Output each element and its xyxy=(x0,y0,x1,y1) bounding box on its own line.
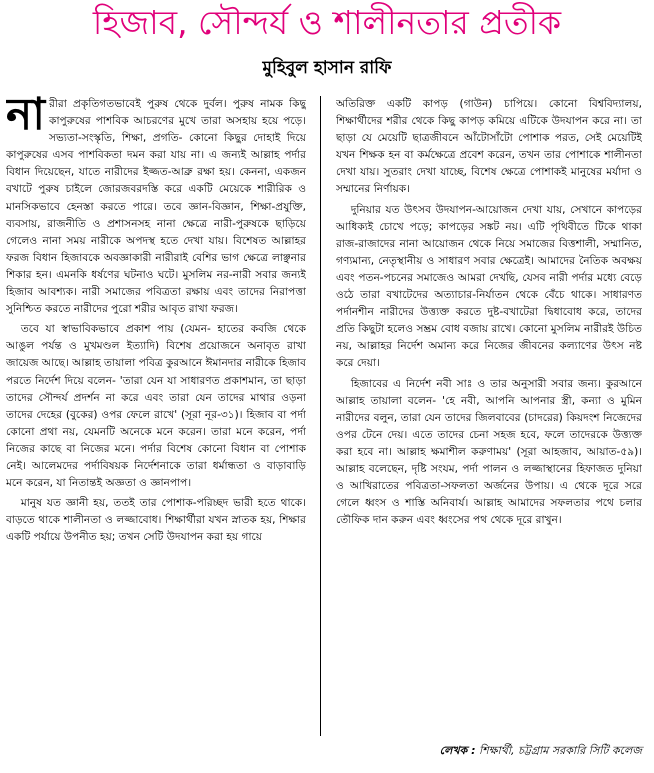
column-divider xyxy=(320,96,321,736)
article-headline: হিজাব, সৌন্দর্য ও শালীনতার প্রতীক xyxy=(92,3,562,42)
drop-cap: না xyxy=(6,96,46,140)
right-column xyxy=(336,96,642,732)
article-byline: মুহিবুল হাসান রাফি xyxy=(262,58,392,78)
left-paragraph-2: তবে যা স্বাভাবিকভাবে প্রকাশ পায় (যেমন- হাতের কবজি থেকে আঙুল পর্যন্ত ও মুখমণ্ডল ইত্যাদি) বিশেষ প্রয়োজনে অনাবৃত রাখা জায়েজ আছে। আল্লাহ তায়ালা পবিত্র কুরআনে ঈমানদার নারীকে হিজাব পরতে নির্দেশ দিয়ে বলেন- 'তারা যেন যা সাধারণত প্রকাশমান, তা ছাড়া তাদের সৌন্দর্য প্রদর্শন না করে এবং তারা যেন তাদের মাথার ওড়না তাদের দেহের (বুকের) ওপর ফেলে রাখে' (সূরা নূর-৩১)। হিজাব বা পর্দা কোনো প্রথা নয়, যেমনটি অনেকে মনে করেন। তারা মনে করেন, পর্দা নিজের কাছে বা নিজের মনে। পর্দার বিশেষ কোনো বিধান বা পোশাক নেই। আলেমদের পর্দাবিষয়ক নির্দেশনাকে তারা ধর্মান্ধতা ও বাড়াবাড়ি মনে করেন, যা নিতান্তই অজ্ঞতা ও জ্ঞানপাপ। xyxy=(6,323,306,490)
author-credit xyxy=(440,742,642,760)
right-paragraph-2: দুনিয়ার যত উৎসব উদযাপন-আয়োজন দেখা যায়, সেখানে কাপড়ের আধিক্যই চোখে পড়ে; কাপড়ের সঙ্কট নয়। এটি পৃথিবীতে টিকে থাকা রাজ-রাজাদের নানা আয়োজন থেকে নিয়ে সমাজের বিত্তশালী, সম্মানিত, গণ্যমান্য, নেতৃস্থানীয় ও সাধারণ সবার ক্ষেত্রেই। আমাদের নৈতিক অবক্ষয় এবং পতন-পচনের সমাজেও আমরা দেখছি, যেসব নারী পর্দার মধ্যে বেড়ে ওঠে তারা বখাটেদের অত্যাচার-নির্যাতন থেকে বেঁচে থাকে। সাধারণত পর্দানশীন নারীদের উত্ত্যক্ত করতে দুষ্ট-বখাটেরা দ্বিধাবোধ করে, তাদের প্রতি কিছুটা হলেও সম্ভ্রম বোধ বজায় রাখে। কোনো মুসলিম নারীরই উচিত নয়, আল্লাহর নির্দেশ অমান্য করে নিজের জীবনের কল্যাণের উৎস নষ্ট করে দেয়া। xyxy=(336,203,642,370)
right-paragraph-3: হিজাবের এ নির্দেশ নবী সাঃ ও তার অনুসারী সবার জন্য। কুরআনে আল্লাহ তায়ালা বলেন- 'হে নবী, আপনি আপনার স্ত্রী, কন্যা ও মুমিন নারীদের বলুন, তারা যেন তাদের জিলবাবের (চাদরের) কিয়দংশ নিজেদের ওপর টেনে দেয়। এতে তাদের চেনা সহজ হবে, ফলে তাদেরকে উত্ত্যক্ত করা হবে না। আল্লাহ ক্ষমাশীল করুণাময়' (সূরা আহজাব, আয়াত-৫৯)। আল্লাহ বলেছেন, দৃষ্টি সংযম, পর্দা পালন ও লজ্জাস্থানের হিফাজত দুনিয়া ও আখিরাতের পবিত্রতা-সফলতা অর্জনের উপায়। এ থেকে দূরে সরে গেলে ধ্বংস ও শাস্তি অনিবার্য। আল্লাহ আমাদের সফলতার পথে চলার তৌফিক দান করুন এবং ধ্বংসের পথ থেকে দূরে রাখুন। xyxy=(336,377,642,527)
left-paragraph-3: মানুষ যত জ্ঞানী হয়, ততই তার পোশাক-পরিচ্ছদ ভারী হতে থাকে। বাড়তে থাকে শালীনতা ও লজ্জাবোধ। শিক্ষার্থীরা যখন স্নাতক হয়, শিক্ষার একটি পর্যায়ে উপনীত হয়; তখন সেটি উদযাপন করা হয় গায়ে xyxy=(6,497,306,544)
left-paragraph-1-text: রীরা প্রকৃতিগতভাবেই পুরুষ থেকে দুর্বল। পুরুষ নামক কিছু কাপুরুষের পাশবিক আচরণের মুখে তারা অসহায় হয়ে পড়ে। সভ্যতা-সংস্কৃতি, শিক্ষা, প্রগতি- কোনো কিছুর দোহাই দিয়ে কাপুরুষের এসব পাশবিকতা দমন করা যায় না। এ জন্যই আল্লাহ পর্দার বিধান দিয়েছেন, যাতে নারীদের ইজ্জত-আব্রু রক্ষা হয়। কেননা, একজন বখাটে পুরুষ চাইলে জোরজবরদস্তি করে একটি মেয়েকে শারীরিক ও মানসিকভাবে হেনস্তা করতে পারে। তবে জ্ঞান-বিজ্ঞান, শিক্ষা-প্রযুক্তি, ব্যবসায়, রাজনীতি ও প্রশাসনসহ নানা ক্ষেত্রে নারী-পুরুষকে ছাড়িয়ে গেলেও নানা সময় নারীকে অপদস্থ হতে দেখা যায়। বিশেষত আল্লাহর ফরজ বিধান হিজাবকে অবজ্ঞাকারী নারীরাই বেশির ভাগ ক্ষেত্রে লাঞ্ছনার শিকার হন। এমনকি ধর্ষণের ঘটনাও ঘটে। মুসলিম নর-নারী সবার জন্যই হিজাব আবশ্যক। নারী সমাজের পবিত্রতা রক্ষায় এবং তাদের নিরাপত্তা সুনিশ্চিত করতে নারীদের পুরো শরীর আবৃত রাখা ফরজ। xyxy=(6,98,306,316)
left-paragraph-1 xyxy=(6,96,306,318)
credit-text: শিক্ষার্থী, চট্টগ্রাম সরকারি সিটি কলেজ xyxy=(478,744,642,757)
credit-label: লেখক : xyxy=(439,744,476,757)
left-column xyxy=(6,96,306,732)
right-paragraph-1: অতিরিক্ত একটি কাপড় (গাউন) চাপিয়ে। কোনো বিশ্ববিদ্যালয়, শিক্ষার্থীদের শরীর থেকে কিছু কাপড় কমিয়ে এটিকে উদযাপন করে না। তা ছাড়া যে মেয়েটি ছাত্রজীবনে আঁটোসাঁটো পোশাক পরত, সেই মেয়েটিই যখন শিক্ষক হন বা কর্মক্ষেত্রে প্রবেশ করেন, তখন তার পোশাকে শালীনতা দেখা যায়। সুতরাং দেখা যাচ্ছে, বিশেষ ক্ষেত্রে পোশাকই মানুষের মর্যাদা ও সম্মানের নির্ণায়ক। xyxy=(336,98,642,196)
